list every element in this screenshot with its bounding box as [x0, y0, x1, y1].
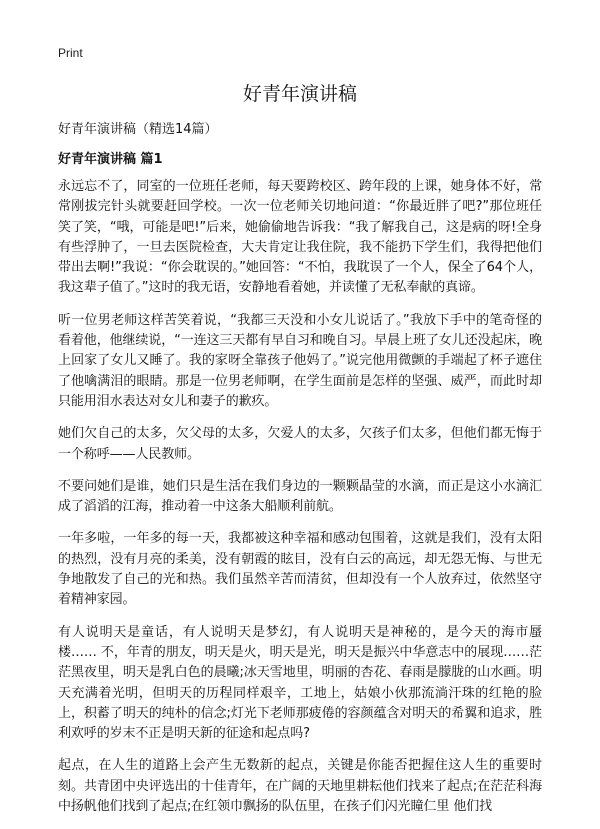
document-subtitle: 好青年演讲稿（精选14篇）	[58, 122, 218, 137]
print-link[interactable]: Print	[58, 46, 83, 60]
paragraph: 听一位男老师这样苦笑着说，“我都三天没和小女儿说话了。”我放下手中的笔奇怪的看着他，他继续说，“一连这三天都有早自习和晚自习。早晨上班了女儿还没起床，晚上回家了女儿又睡了。我的家呀全靠孩子他妈了。”说完他用微颤的手端起了杯子遮住了他噙满泪的眼睛。那是一位男老师啊，在学生面前是怎样的坚强、威严，而此时却只能用泪水表达对女儿和妻子的歉疚。	[58, 312, 542, 409]
document-title: 好青年演讲稿	[242, 83, 357, 105]
article-body	[58, 177, 542, 829]
paragraph: 永远忘不了，同室的一位班任老师，每天要跨校区、跨年段的上课，她身体不好，常常刚拔完针头就要赶回学校。一次一位老师关切地问道：“你最近胖了吧?”那位班任笑了笑，“哦，可能是吧!”后来，她偷偷地告诉我：“我了解我自己，这是病的呀!全身有些浮肿了，一旦去医院检查，大夫肯定让我住院，我不能扔下学生们，我得把他们带出去啊!”我说：“你会耽误的。”她回答：“不怕，我耽误了一个人，保全了64个人，我这辈子值了。”这时的我无语，安静地看着她，并读懂了无私奉献的真谛。	[58, 179, 542, 296]
paragraph: 她们欠自己的太多，欠父母的太多，欠爱人的太多，欠孩子们太多，但他们都无悔于一个称呼——人民教师。	[58, 426, 542, 462]
paragraph: 不要问她们是谁，她们只是生活在我们身边的一颗颗晶莹的水滴，而正是这小水滴汇成了滔滔的江海，推动着一中这条大船顺利前航。	[58, 478, 542, 515]
paragraph: 有人说明天是童话，有人说明天是梦幻，有人说明天是神秘的，是今天的海市蜃楼…… 不，年青的朋友，明天是火，明天是光，明天是振兴中华意志中的展现……茫茫黑夜里，明天是乳白色的晨曦;冰天雪地里，明丽的杏花、春雨是朦胧的山水画。明天充满着光明，但明天的历程同样艰辛，工地上，姑娘小伙那流淌汗珠的红艳的脸上，积蓄了明天的纯朴的信念;灯光下老师那疲倦的容颜蕴含对明天的希翼和追求，胜利欢呼的岁末不正是明天新的征途和起点吗?	[58, 624, 542, 742]
paragraph: 起点，在人生的道路上会产生无数新的起点，关键是你能否把握住这人生的重要时刻。共青团中央评选出的十佳青年，在广阔的天地里耕耘他们找来了起点;在茫茫科海中扬帆他们找到了起点;在红领巾飘扬的队伍里，在孩子们闪光瞳仁里 他们找	[58, 758, 542, 815]
paragraph: 一年多啦，一年多的每一天，我都被这种幸福和感动包围着，这就是我们，没有太阳的热烈，没有月亮的柔美，没有朝霞的眩目，没有白云的高远，却无怨无悔、与世无争地散发了自己的光和热。我们虽然辛苦而清贫，但却没有一个人放弃过，依然坚守着精神家园。	[58, 531, 542, 608]
section-heading: 好青年演讲稿 篇1	[58, 152, 163, 167]
